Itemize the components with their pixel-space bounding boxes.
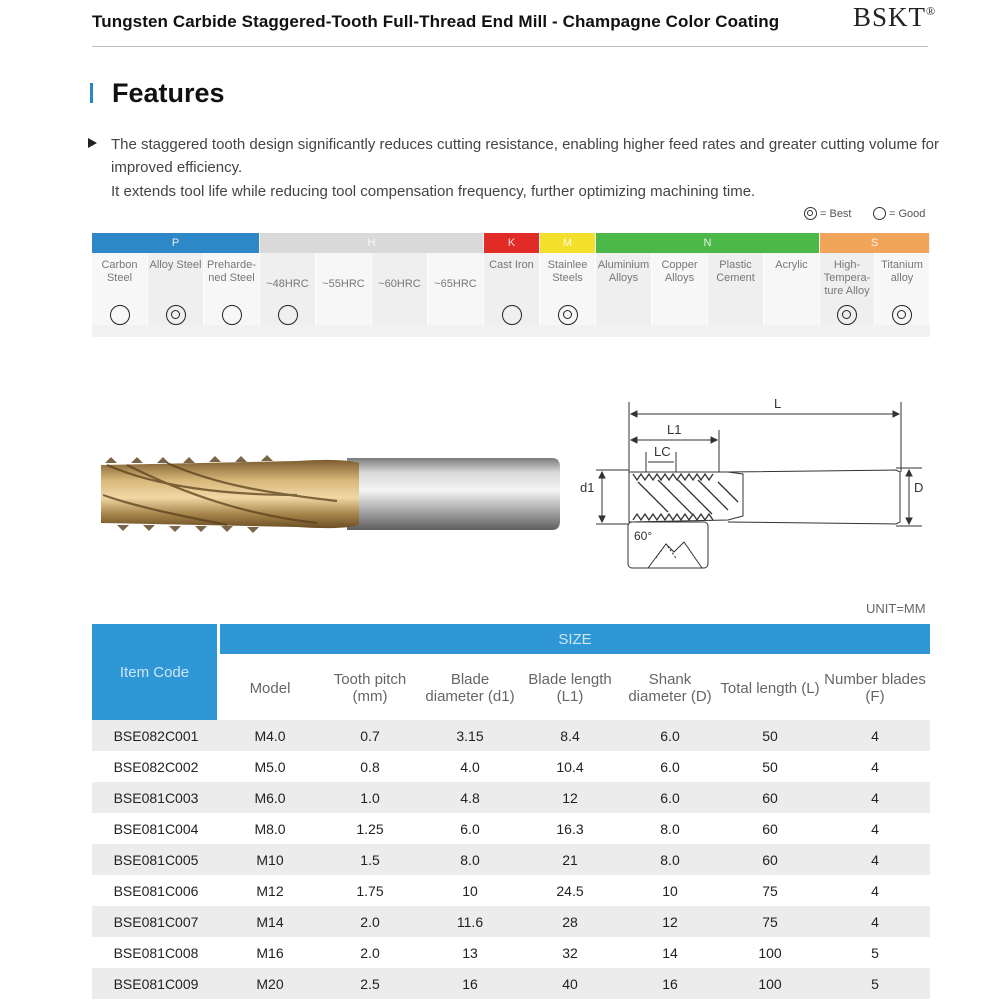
- table-cell: 10: [662, 882, 678, 899]
- table-cell: 75: [762, 882, 778, 899]
- table-cell: 21: [562, 851, 578, 868]
- table-cell: 4: [871, 851, 879, 868]
- legend-good-label: = Good: [889, 207, 926, 220]
- table-cell: M4.0: [254, 727, 286, 744]
- material-label: Plastic Cement: [716, 259, 755, 284]
- table-cell: BSE082C002: [113, 758, 199, 775]
- table-cell: 2.5: [360, 975, 380, 992]
- table-cell: BSE081C008: [113, 944, 199, 961]
- best-circle-icon: [558, 305, 578, 325]
- material-label: Stainlee Steels: [547, 259, 588, 284]
- table-cell: 8.0: [660, 851, 680, 868]
- material-category-p: P: [92, 233, 259, 253]
- dim-L1-label: L1: [667, 422, 682, 437]
- table-cell: BSE081C003: [113, 789, 199, 806]
- dim-D-label: D: [914, 480, 924, 495]
- table-cell: 1.5: [360, 851, 380, 868]
- table-cell: 4: [871, 758, 879, 775]
- material-label: ~48HRC: [266, 278, 309, 290]
- material-column: [260, 253, 316, 325]
- table-cell: 6.0: [460, 820, 480, 837]
- size-table: [92, 624, 930, 999]
- material-column: [875, 253, 930, 325]
- material-label: ~60HRC: [378, 278, 421, 290]
- feature-text-2: It extends tool life while reducing tool compensation frequency, further optimizing machining time.: [111, 183, 756, 200]
- table-cell: BSE081C004: [113, 820, 199, 837]
- material-label: ~55HRC: [322, 278, 365, 290]
- material-label: Aluminium Alloys: [597, 259, 650, 284]
- table-row: [92, 751, 930, 782]
- table-cell: 14: [662, 944, 678, 961]
- material-label: Alloy Steel: [149, 259, 202, 271]
- size-table-header: [92, 624, 930, 720]
- table-cell: 1.0: [360, 789, 380, 806]
- table-cell: 16: [462, 975, 478, 992]
- dim-L-label: L: [774, 396, 782, 411]
- table-cell: 4.8: [460, 789, 480, 806]
- dim-d1-label: d1: [580, 480, 595, 495]
- table-cell: 2.0: [360, 944, 380, 961]
- table-cell: 4: [871, 727, 879, 744]
- good-circle-icon: [110, 305, 130, 325]
- table-cell: M20: [256, 975, 284, 992]
- material-label: Cast Iron: [489, 259, 534, 271]
- table-cell: 5: [871, 944, 879, 961]
- table-cell: 6.0: [660, 789, 680, 806]
- section-marker: [90, 83, 93, 103]
- header-divider: [92, 46, 928, 47]
- table-cell: 4: [871, 882, 879, 899]
- material-label: Preharde-ned Steel: [207, 259, 256, 284]
- table-cell: BSE081C007: [113, 913, 199, 930]
- table-cell: 3.15: [456, 727, 484, 744]
- material-column: [708, 253, 764, 325]
- item-code-header: Item Code: [92, 624, 217, 720]
- brand-logo: [853, 2, 935, 33]
- legend-good: [873, 207, 925, 220]
- table-cell: 32: [562, 944, 578, 961]
- material-category-k: K: [484, 233, 539, 253]
- table-cell: 50: [762, 758, 778, 775]
- good-circle-icon: [502, 305, 522, 325]
- good-circle-icon: [222, 305, 242, 325]
- table-cell: 0.7: [360, 727, 380, 744]
- table-cell: 50: [762, 727, 778, 744]
- material-column: [92, 253, 148, 325]
- legend-best-label: = Best: [820, 207, 852, 220]
- column-header: Total length (L): [720, 679, 820, 697]
- table-cell: 11.6: [456, 913, 484, 930]
- table-cell: M6.0: [254, 789, 286, 806]
- table-cell: 1.75: [356, 882, 384, 899]
- table-cell: M12: [256, 882, 284, 899]
- table-cell: 6.0: [660, 727, 680, 744]
- table-cell: M8.0: [254, 820, 286, 837]
- legend-best: [804, 207, 852, 220]
- material-column: [484, 253, 540, 325]
- table-cell: 1.25: [356, 820, 384, 837]
- material-column: [540, 253, 596, 325]
- table-cell: 100: [758, 944, 782, 961]
- material-column: [316, 253, 372, 325]
- column-header: Number blades (F): [824, 671, 926, 705]
- table-cell: 8.0: [660, 820, 680, 837]
- table-cell: 60: [762, 820, 778, 837]
- material-category-s: S: [820, 233, 929, 253]
- table-row: [92, 968, 930, 999]
- material-column: [820, 253, 875, 325]
- table-cell: M14: [256, 913, 284, 930]
- table-cell: BSE082C001: [113, 727, 199, 744]
- material-category-n: N: [596, 233, 819, 253]
- table-cell: 8.4: [560, 727, 580, 744]
- material-label: ~65HRC: [434, 278, 477, 290]
- table-row: [92, 782, 930, 813]
- table-cell: 2.0: [360, 913, 380, 930]
- table-row: [92, 844, 930, 875]
- material-category-h: H: [260, 233, 483, 253]
- material-label: High-Tempera-ture Alloy: [823, 259, 871, 297]
- table-cell: BSE081C009: [113, 975, 199, 992]
- page-title: Tungsten Carbide Staggered-Tooth Full-Thread End Mill - Champagne Color Coating: [92, 12, 780, 31]
- best-circle-icon: [804, 207, 817, 220]
- table-row: [92, 720, 930, 751]
- material-column: [204, 253, 260, 325]
- bullet-arrow-icon: [88, 138, 97, 148]
- table-cell: 24.5: [556, 882, 584, 899]
- dim-LC-label: LC: [654, 444, 671, 459]
- column-header: Blade length (L1): [528, 671, 612, 705]
- table-cell: 100: [758, 975, 782, 992]
- material-label: Acrylic: [775, 259, 808, 271]
- size-header: SIZE: [220, 624, 930, 654]
- material-column: [428, 253, 484, 325]
- table-cell: 12: [562, 789, 578, 806]
- material-column: [372, 253, 428, 325]
- registered-mark: ®: [926, 4, 936, 18]
- material-label: Carbon Steel: [101, 259, 138, 284]
- table-row: [92, 906, 930, 937]
- table-cell: 60: [762, 851, 778, 868]
- table-cell: M16: [256, 944, 284, 961]
- table-cell: 8.0: [460, 851, 480, 868]
- best-circle-icon: [166, 305, 186, 325]
- table-cell: BSE081C006: [113, 882, 199, 899]
- table-cell: 13: [462, 944, 478, 961]
- unit-label: UNIT=MM: [866, 601, 926, 616]
- good-circle-icon: [278, 305, 298, 325]
- end-mill-image: [97, 455, 567, 533]
- material-column: [764, 253, 820, 325]
- table-cell: 10: [462, 882, 478, 899]
- features-heading: Features: [112, 78, 225, 108]
- table-cell: 5: [871, 975, 879, 992]
- table-cell: 16: [662, 975, 678, 992]
- material-column: [596, 253, 652, 325]
- column-header: Model: [249, 679, 291, 697]
- material-category-m: M: [540, 233, 595, 253]
- table-row: [92, 937, 930, 968]
- column-header: Shank diameter (D): [628, 671, 712, 705]
- table-row: [92, 875, 930, 906]
- table-cell: 4.0: [460, 758, 480, 775]
- table-cell: 12: [662, 913, 678, 930]
- tool-shank: [347, 458, 560, 530]
- column-header: Tooth pitch (mm): [333, 671, 407, 705]
- best-circle-icon: [837, 305, 857, 325]
- material-label: Titanium alloy: [881, 259, 923, 284]
- table-cell: 75: [762, 913, 778, 930]
- table-cell: 16.3: [556, 820, 584, 837]
- materials-table: [92, 233, 930, 337]
- table-cell: M10: [256, 851, 284, 868]
- table-cell: 6.0: [660, 758, 680, 775]
- material-column: [652, 253, 708, 325]
- drawing-shank: [728, 470, 900, 524]
- table-row: [92, 813, 930, 844]
- table-cell: M5.0: [254, 758, 286, 775]
- table-cell: 4: [871, 913, 879, 930]
- size-table-body: [92, 720, 930, 999]
- table-cell: 0.8: [360, 758, 380, 775]
- table-cell: 4: [871, 789, 879, 806]
- tool-dimension-drawing: [578, 392, 924, 574]
- table-cell: 28: [562, 913, 578, 930]
- table-cell: 4: [871, 820, 879, 837]
- brand-name: BSKT: [853, 2, 927, 32]
- table-cell: 60: [762, 789, 778, 806]
- best-circle-icon: [892, 305, 912, 325]
- thread-angle-label: 60°: [634, 529, 653, 543]
- material-column: [148, 253, 204, 325]
- good-circle-icon: [873, 207, 886, 220]
- feature-text-1: The staggered tooth design significantly reduces cutting resistance, enabling higher feed rates and greater cutting volume for improved efficiency.: [111, 136, 939, 176]
- table-cell: 10.4: [556, 758, 584, 775]
- column-header: Blade diameter (d1): [425, 671, 515, 705]
- material-label: Copper Alloys: [661, 259, 698, 284]
- table-cell: BSE081C005: [113, 851, 199, 868]
- table-cell: 40: [562, 975, 578, 992]
